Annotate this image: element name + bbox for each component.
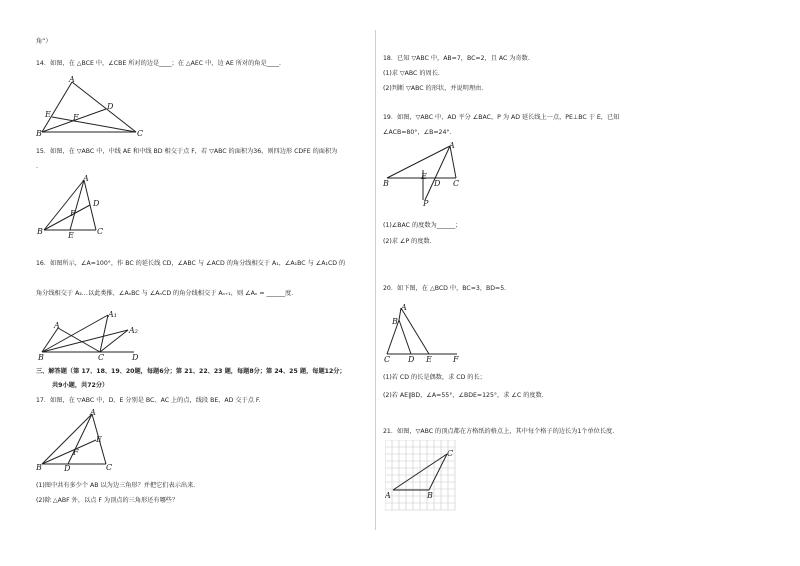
question-19-line2: ∠ACB=80°，∠B=24°. [383, 129, 452, 136]
q21-label-c: C [447, 449, 454, 458]
q14-label-d: D [107, 102, 114, 111]
top-fragment: 角”） [36, 38, 52, 45]
q15-label-d: D [93, 199, 100, 208]
left-column [36, 0, 366, 566]
question-19-sub2: (2)求 ∠P 的度数. [383, 238, 432, 245]
q17-label-a: A [90, 408, 96, 417]
question-17-sub2: (2)除 △ABF 外，以点 F 为顶点的三角形还有哪些？ [36, 497, 179, 504]
question-15-line1: 15．如图，在 ▽ABC 中，中线 AE 和中线 BD 相交于点 F，若 ▽ABC 的面积为36，则四边形 CDFE 的面积为 [36, 148, 338, 155]
q20-label-b: B [392, 317, 398, 326]
q16-label-a: A [54, 321, 60, 330]
section-3-line1: 三、解答题（第 17、18、19、20题，每题6分；第 21、22、23 题，每题8分；第 24、25 题，每题12分； [36, 368, 346, 375]
q19-label-a: A [449, 141, 455, 150]
figure-q21-grid [385, 440, 465, 512]
q16-label-d: D [132, 353, 139, 360]
question-18-sub2: (2)判断 ▽ABC 的形状，并说明理由. [383, 85, 484, 92]
question-18: 18．已知 ▽ABC 中，AB=7，BC=2，且 AC 为奇数. [383, 55, 530, 62]
q15-label-e: E [68, 231, 74, 238]
figure-q14 [36, 76, 151, 138]
q20-label-a: A [401, 303, 407, 312]
question-20: 20．如下图，在 △BCD 中，BC=3，BD=5. [383, 285, 507, 292]
q17-label-b: B [36, 463, 42, 472]
q16-label-a1: A₁ [108, 310, 117, 319]
question-19-line1: 19．如图，▽ABC 中，AD 平分 ∠BAC，P 为 AD 延长线上一点，PE⊥BC 于 E，已知 [383, 114, 620, 121]
q20-label-f: F [453, 355, 459, 364]
question-20-sub1: (1)若 CD 的长是偶数，求 CD 的长； [383, 374, 486, 381]
question-20-sub2: (2)若 AE∥BD，∠A=55°，∠BDE=125°，求 ∠C 的度数. [383, 392, 544, 399]
q19-label-c: C [453, 179, 460, 188]
q17-label-f: F [73, 448, 79, 457]
question-19-sub1: (1)∠BAC 的度数为______； [383, 222, 462, 229]
question-16-line1: 16．如图所示，∠A=100°，作 BC 的延长线 CD，∠ABC 与 ∠ACD 的角分线相交于 A₁，∠A₁BC 与 ∠A₁CD 的 [36, 260, 346, 267]
q17-label-d: D [64, 464, 71, 472]
question-17-sub1: (1)图中共有多少个 AB 以为边三角形？并把它们表示出来. [36, 482, 196, 489]
q19-label-b: B [383, 179, 389, 188]
q19-label-d: D [434, 179, 441, 188]
figure-q20 [383, 300, 468, 364]
q21-label-a: A [385, 491, 391, 500]
q15-label-a: A [83, 174, 89, 183]
q14-label-b: B [36, 129, 42, 138]
q20-label-d: D [408, 355, 415, 364]
q19-label-p: P [423, 199, 429, 206]
q15-label-b: B [37, 227, 43, 236]
section-3-line2: 共9小题，共72分） [52, 382, 109, 389]
q20-label-e: E [426, 355, 432, 364]
question-21: 21．如图，▽ABC 的顶点都在方格纸的格点上，其中每个格子的边长为1个单位长度. [383, 428, 615, 435]
q16-label-a2: A₂ [129, 326, 138, 335]
question-17: 17．如图，在 ▽ABC 中，D、E 分别是 BC、AC 上的点，线段 BE、AD 交于点 F. [36, 397, 261, 404]
question-18-sub1: (1)求 ▽ABC 的周长. [383, 70, 440, 77]
q14-label-e: E [45, 110, 51, 119]
figure-q19 [383, 140, 468, 206]
q14-label-f: F [73, 113, 79, 122]
figure-q17 [36, 408, 116, 472]
q19-label-e: E [421, 172, 427, 181]
q16-label-c: C [98, 353, 105, 360]
figure-q16 [36, 310, 146, 360]
q17-label-c: C [106, 463, 113, 472]
q14-label-c: C [137, 129, 144, 138]
q17-label-e: E [96, 435, 102, 444]
q20-label-c: C [384, 355, 391, 364]
column-divider [375, 30, 376, 530]
right-column [383, 0, 713, 566]
q16-label-b: B [38, 353, 44, 360]
q21-label-b: B [427, 491, 433, 500]
q15-label-f: F [70, 209, 76, 218]
question-16-line2: 角分线相交于 A₂…以此类推，∠AₙBC 与 ∠AₙCD 的角分线相交于 Aₙ₊₁，则 ∠Aₙ = ______度. [36, 290, 294, 297]
question-14: 14．如图，在 △BCE 中，∠CBE 所对的边是____；在 △AEC 中，边 AE 所对的角是____. [36, 60, 281, 67]
q14-label-a: A [69, 76, 75, 84]
question-15-line2: . [36, 163, 38, 170]
q15-label-c: C [97, 227, 104, 236]
figure-q15 [36, 174, 116, 238]
